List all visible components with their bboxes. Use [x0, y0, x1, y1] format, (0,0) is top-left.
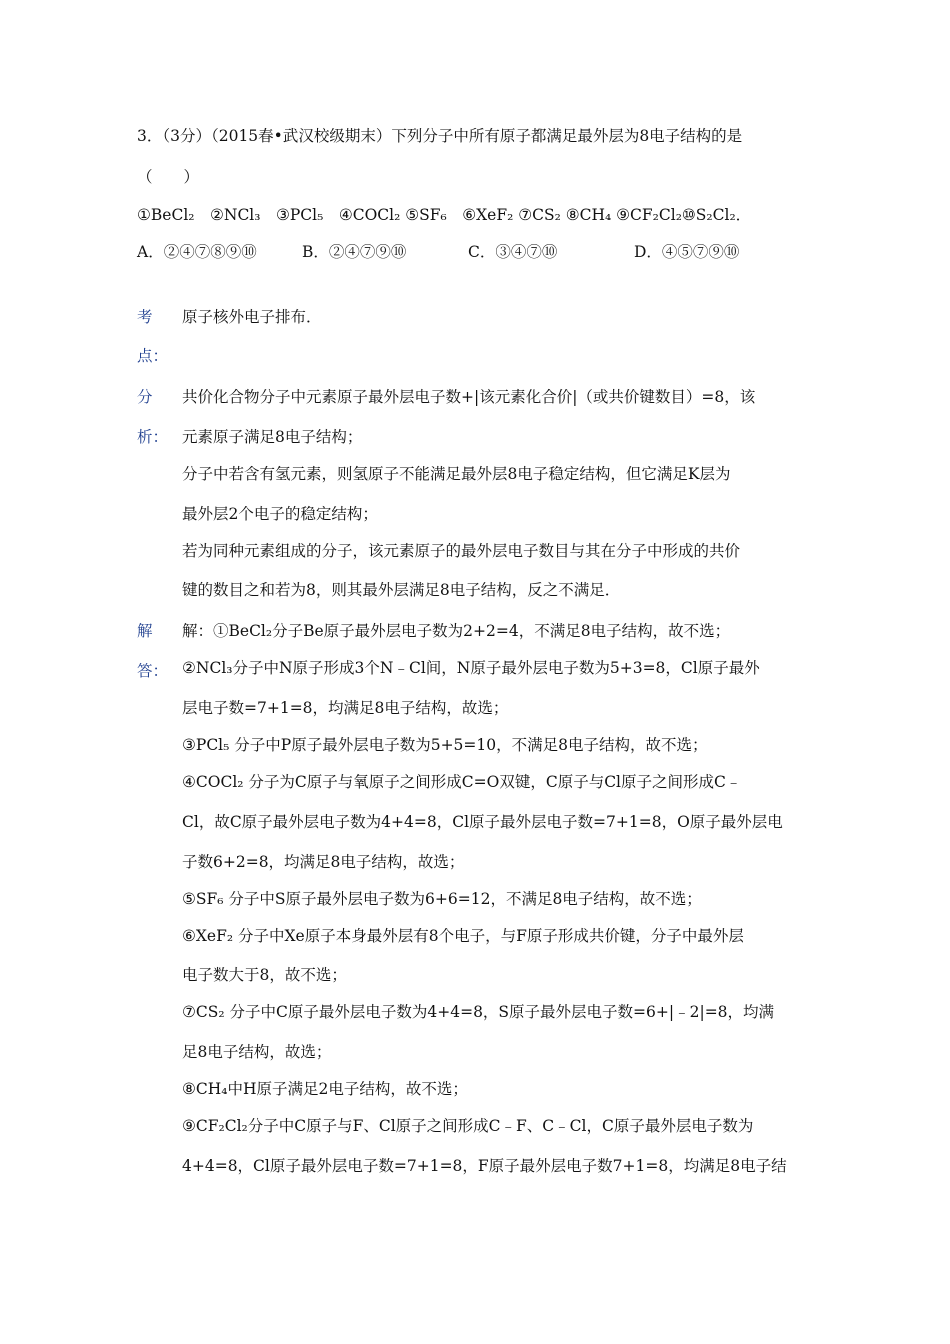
kaodian-label-1: 考 [137, 308, 153, 326]
fenxi-line: 最外层2个电子的稳定结构； [182, 505, 378, 523]
jieda-line: 4+4=8，Cl原子最外层电子数=7+1=8，F原子最外层电子数7+1=8，均满足8电子结 [182, 1157, 787, 1175]
jieda-line: ⑧CH₄中H原子满足2电子结构，故不选； [182, 1080, 468, 1098]
option-d: D．④⑤⑦⑨⑩ [634, 243, 740, 261]
fenxi-line: 若为同种元素组成的分子，该元素原子的最外层电子数目与其在分子中形成的共价 [182, 542, 741, 560]
jieda-label-1: 解 [137, 622, 153, 640]
option-a: A．②④⑦⑧⑨⑩ [137, 243, 257, 261]
jieda-label-2: 答： [137, 662, 169, 680]
jieda-line: ⑦CS₂ 分子中C原子最外层电子数为4+4=8，S原子最外层电子数=6+|﹣2|=8，均满 [182, 1003, 775, 1021]
question-items: ①BeCl₂ ②NCl₃ ③PCl₅ ④COCl₂ ⑤SF₆ ⑥XeF₂ ⑦CS₂ ⑧CH₄ ⑨CF₂Cl₂⑩S₂Cl₂． [137, 206, 752, 224]
jieda-line: ⑨CF₂Cl₂分子中C原子与F、Cl原子之间形成C﹣F、C﹣Cl，C原子最外层电子数为 [182, 1117, 754, 1135]
jieda-line: Cl，故C原子最外层电子数为4+4=8，Cl原子最外层电子数=7+1=8，O原子最外层电 [182, 813, 783, 831]
fenxi-line: 分子中若含有氢元素，则氢原子不能满足最外层8电子稳定结构，但它满足K层为 [182, 465, 731, 483]
jieda-line: ④COCl₂ 分子为C原子与氧原子之间形成C=O双键，C原子与Cl原子之间形成C﹣ [182, 773, 742, 791]
question-stem: 3．（3分）（2015春•武汉校级期末）下列分子中所有原子都满足最外层为8电子结构的是 [137, 127, 743, 145]
option-b: B．②④⑦⑨⑩ [302, 243, 407, 261]
fenxi-label-2: 析： [137, 428, 169, 446]
fenxi-line: 共价化合物分子中元素原子最外层电子数+|该元素化合价|（或共价键数目）=8，该 [182, 388, 756, 406]
fenxi-line: 键的数目之和若为8，则其最外层满足8电子结构，反之不满足． [182, 581, 621, 599]
jieda-line: ⑤SF₆ 分子中S原子最外层电子数为6+6=12，不满足8电子结构，故不选； [182, 890, 702, 908]
jieda-line: 足8电子结构，故选； [182, 1043, 332, 1061]
jieda-line: ③PCl₅ 分子中P原子最外层电子数为5+5=10，不满足8电子结构，故不选； [182, 736, 708, 754]
jieda-line: 解：①BeCl₂分子Be原子最外层电子数为2+2=4，不满足8电子结构，故不选； [182, 622, 731, 640]
kaodian-label-2: 点： [137, 347, 169, 365]
jieda-line: ⑥XeF₂ 分子中Xe原子本身最外层有8个电子，与F原子形成共价键，分子中最外层 [182, 927, 744, 945]
jieda-line: ②NCl₃分子中N原子形成3个N﹣Cl间，N原子最外层电子数为5+3=8，Cl原子最外 [182, 659, 760, 677]
fenxi-label-1: 分 [137, 388, 153, 406]
fenxi-line: 元素原子满足8电子结构； [182, 428, 363, 446]
kaodian-text: 原子核外电子排布． [182, 308, 322, 326]
option-c: C．③④⑦⑩ [468, 243, 558, 261]
answer-parentheses: （ ） [137, 168, 200, 186]
jieda-line: 层电子数=7+1=8，均满足8电子结构，故选； [182, 699, 509, 717]
jieda-line: 子数6+2=8，均满足8电子结构，故选； [182, 853, 465, 871]
jieda-line: 电子数大于8，故不选； [182, 966, 347, 984]
